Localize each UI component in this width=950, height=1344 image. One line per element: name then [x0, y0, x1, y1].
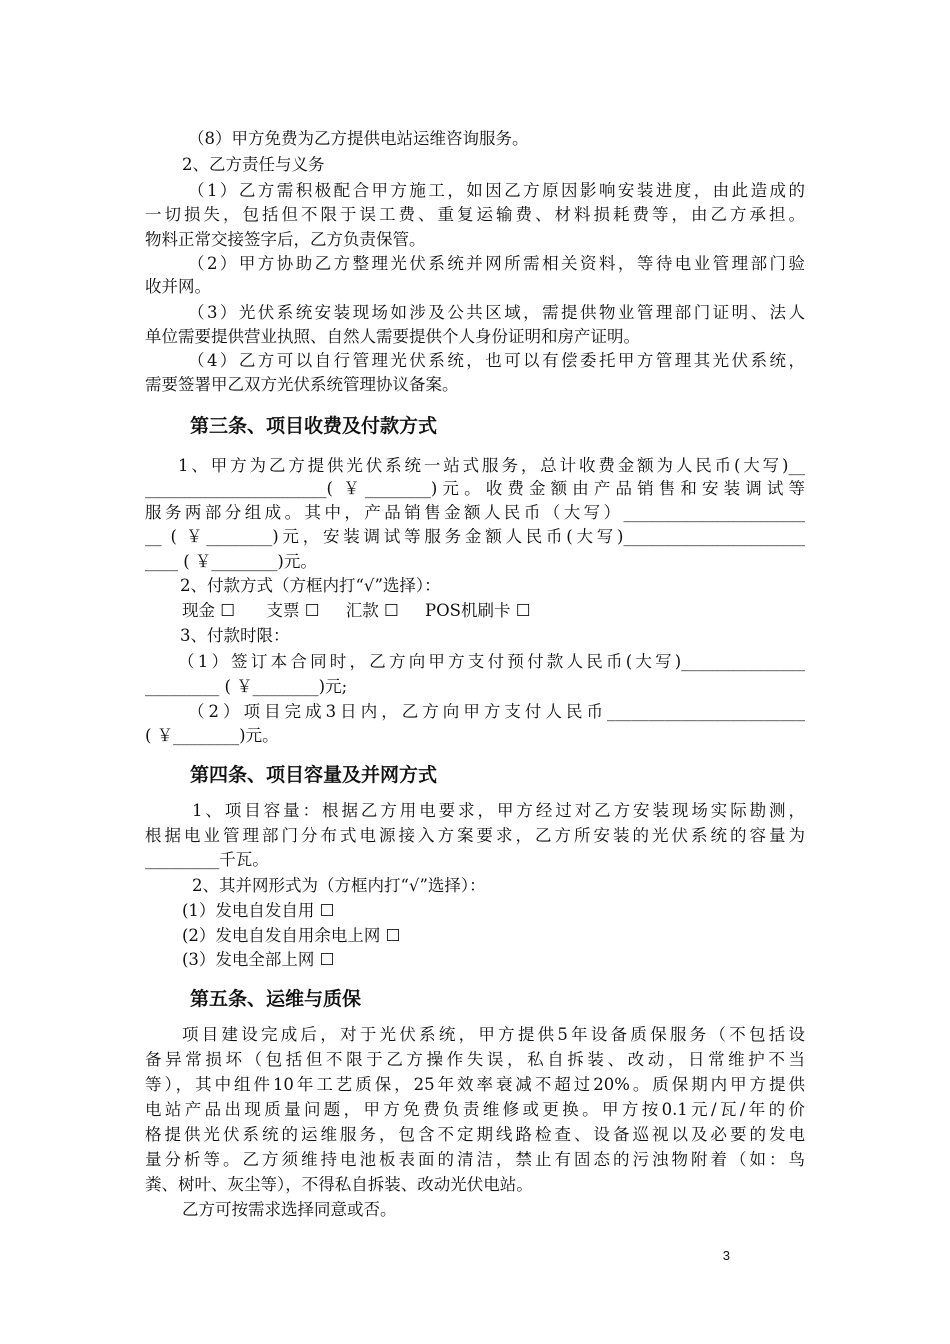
text-line: 服务两部分组成。其中，产品销售金额人民币（大写）______________________ [145, 503, 805, 522]
text-line: 根据电业管理部门分布式电源接入方案要求，乙方所安装的光伏系统的容量为 [145, 826, 805, 845]
text-line: _________千瓦。 [145, 850, 269, 869]
text-line: （4）乙方可以自行管理光伏系统，也可以有偿委托甲方管理其光伏系统， [188, 351, 805, 370]
text-line: _________ ( ￥________)元; [145, 677, 348, 696]
text-line: 物料正常交接签字后，乙方负责保管。 [145, 230, 426, 249]
text-line: （3）光伏系统安装现场如涉及公共区域，需提供物业管理部门证明、法人 [188, 303, 805, 322]
text-line: __ ( ￥________)元，安装调试等服务金额人民币(大写)______________________ [145, 527, 805, 546]
text-line: 1、甲方为乙方提供光伏系统一站式服务，总计收费金额为人民币(大写)__ [178, 456, 805, 475]
section-heading: 第五条、运维与质保 [190, 988, 362, 1010]
text-line: 量分析等。乙方须维持电池板表面的清洁，禁止有固态的污浊物附着（如：鸟 [145, 1150, 805, 1169]
text-line: 乙方可按需求选择同意或否。 [182, 1200, 397, 1219]
text-line: ____ ( ￥________)元。 [145, 552, 317, 571]
section-heading: 第四条、项目容量及并网方式 [190, 764, 438, 786]
text-line: 项目建设完成后，对于光伏系统，甲方提供5年设备质保服务（不包括设 [182, 1025, 805, 1044]
text-line: 电站产品出现质量问题，甲方免费负责维修或更换。甲方按0.1元/瓦/年的价 [145, 1100, 805, 1119]
text-line: ( ￥________)元。 [145, 726, 279, 745]
text-line: （1）签订本合同时，乙方向甲方支付预付款人民币(大写)_______________ [178, 652, 805, 671]
text-line: 收并网。 [145, 277, 211, 296]
text-line: 2、付款方式（方框内打“√”选择）： [180, 576, 441, 595]
text-line: ______________________( ￥________)元。收费金额由产品销售和安装调试等 [145, 479, 805, 498]
text-line: （2）项目完成3日内，乙方向甲方支付人民币________________________ [188, 702, 805, 721]
text-line: 等），其中组件10年工艺质保，25年效率衰减不超过20%。质保期内甲方提供 [145, 1075, 805, 1094]
text-line: （8）甲方免费为乙方提供电站运维咨询服务。 [188, 129, 529, 148]
option-line: (3）发电全部上网 ☐ [182, 950, 335, 969]
text-line: （1）乙方需积极配合甲方施工，如因乙方原因影响安装进度，由此造成的 [188, 181, 805, 200]
text-line: 备异常损坏（包括但不限于乙方操作失误，私自拆装、改动，日常维护不当 [145, 1050, 805, 1069]
text-line: 一切损失，包括但不限于误工费、重复运输费、材料损耗费等，由乙方承担。 [145, 205, 805, 224]
text-line: 2、其并网形式为（方框内打“√”选择）： [192, 876, 486, 895]
option-line: (2）发电自发自用余电上网 ☐ [182, 926, 401, 945]
option-line: (1）发电自发自用 ☐ [182, 901, 335, 920]
text-line: （2）甲方协助乙方整理光伏系统并网所需相关资料，等待电业管理部门验 [188, 254, 805, 273]
text-line: 3、付款时限： [180, 626, 290, 645]
page-number: 3 [722, 1248, 730, 1263]
text-line: 单位需要提供营业执照、自然人需要提供个人身份证明和房产证明。 [145, 327, 640, 346]
text-line: 1、项目容量：根据乙方用电要求，甲方经过对乙方安装现场实际勘测， [192, 801, 805, 820]
section-heading: 第三条、项目收费及付款方式 [190, 415, 438, 437]
text-line: 格提供光伏系统的运维服务，包含不定期线路检查、设备巡视以及必要的发电 [145, 1125, 805, 1144]
subsection-title: 2、乙方责任与义务 [182, 155, 325, 174]
text-line: 粪、树叶、灰尘等），不得私自拆装、改动光伏电站。 [145, 1175, 533, 1194]
payment-options: 现金 ☐ 支票 ☐ 汇款 ☐ POS机刷卡 ☐ [182, 601, 531, 620]
text-line: 需要签署甲乙双方光伏系统管理协议备案。 [145, 375, 459, 394]
